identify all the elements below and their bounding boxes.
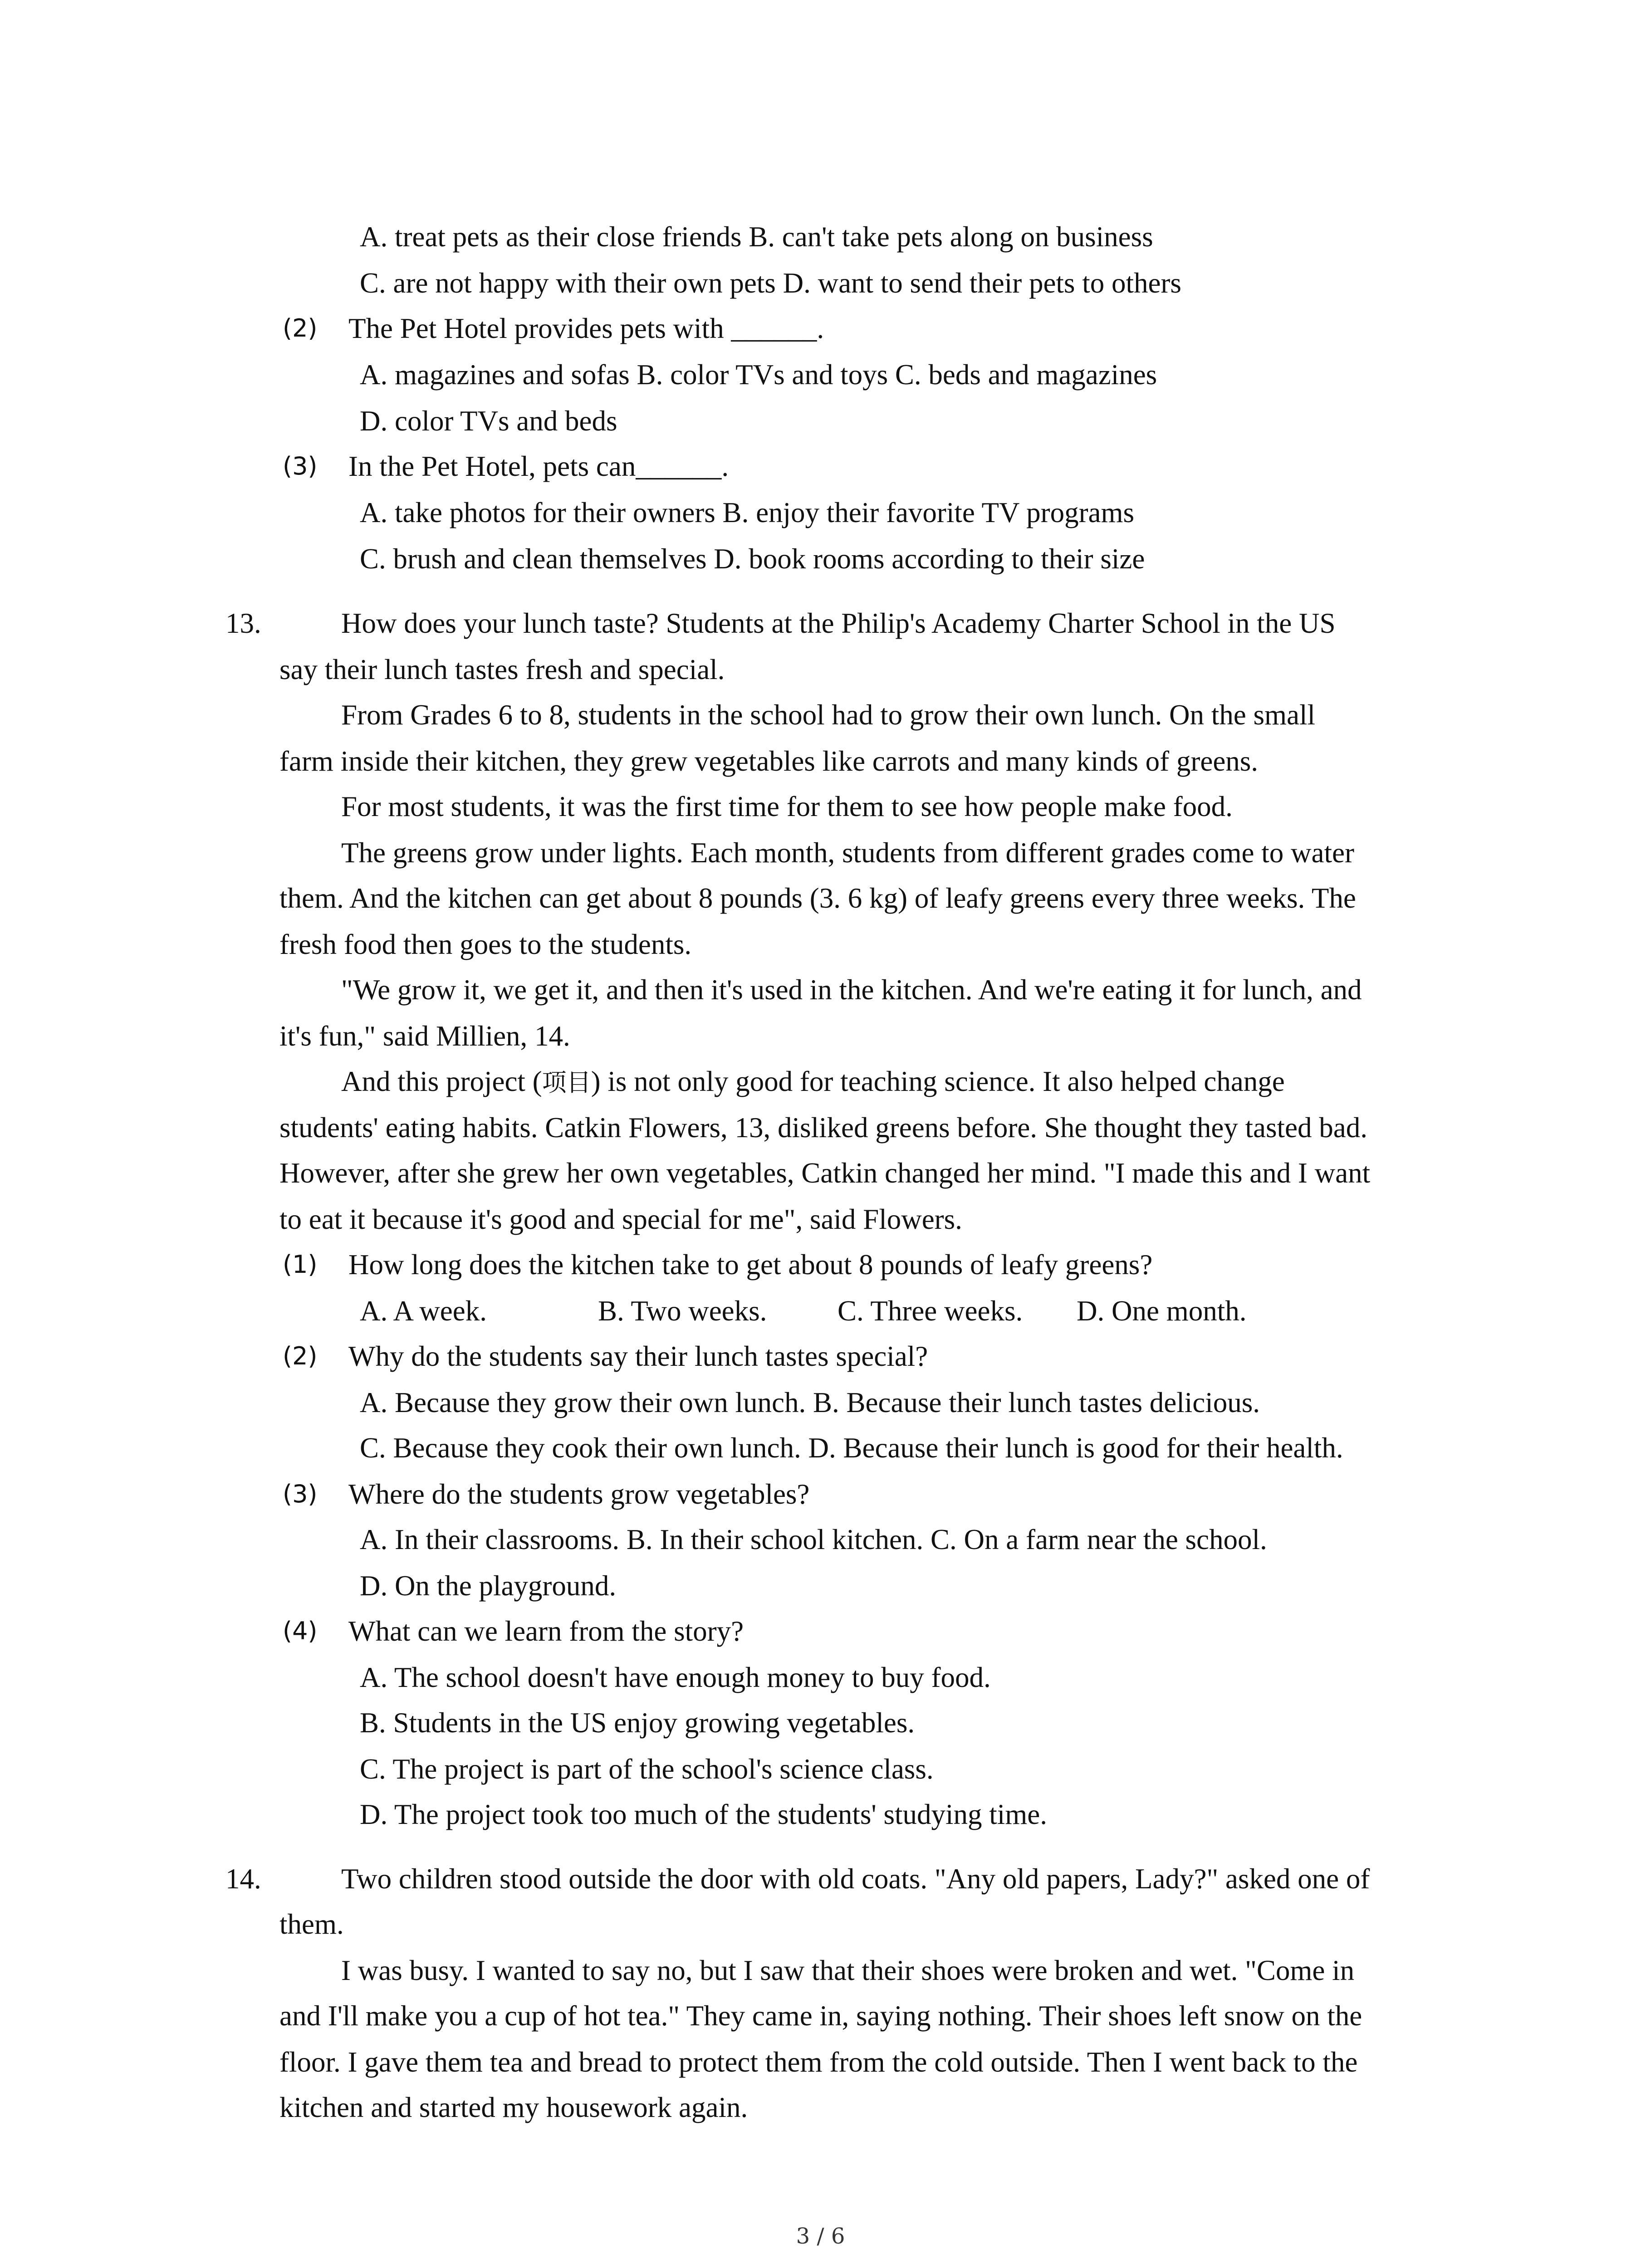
q12-1-options-line2: C. are not happy with their own pets D. want to send their pets to others (360, 267, 1181, 299)
q13-3-options-line1: A. In their classrooms. B. In their school kitchen. C. On a farm near the school. (360, 1524, 1267, 1555)
q13-3-question: Where do the students grow vegetables? (348, 1478, 810, 1510)
page-number: 3 / 6 (796, 2224, 845, 2249)
q13-text-part: ) is not only good for teaching science. It also helped change (591, 1066, 1285, 1097)
q13-passage-line: it's fun," said Millien, 14. (279, 1020, 570, 1052)
q13-passage-line: students' eating habits. Catkin Flowers, 13, disliked greens before. She thought they tasted bad. (279, 1112, 1367, 1144)
q13-passage-line (341, 1063, 1285, 1101)
q13-3-number: (3) (283, 1480, 318, 1508)
q12-2-options-line2: D. color TVs and beds (360, 405, 617, 437)
q13-2-options-line1: A. Because they grow their own lunch. B. Because their lunch tastes delicious. (360, 1387, 1260, 1418)
q13-4-option-d: D. The project took too much of the students' studying time. (360, 1799, 1047, 1830)
q12-1-options-line1: A. treat pets as their close friends B. can't take pets along on business (360, 221, 1153, 253)
q14-passage-line: Two children stood outside the door with old coats. "Any old papers, Lady?" asked one of (341, 1863, 1370, 1895)
q13-text-part: And this project ( (341, 1066, 542, 1097)
q13-4-option-c: C. The project is part of the school's science class. (360, 1753, 934, 1785)
q13-passage-line: them. And the kitchen can get about 8 pounds (3. 6 kg) of leafy greens every three weeks. The (279, 882, 1356, 914)
q13-4-question: What can we learn from the story? (348, 1615, 744, 1647)
q12-2-number: (2) (283, 314, 318, 342)
q14-passage-line: floor. I gave them tea and bread to protect them from the cold outside. Then I went back to the (279, 2046, 1358, 2078)
q13-passage-line: How does your lunch taste? Students at the Philip's Academy Charter School in the US (341, 607, 1336, 639)
q13-chinese-gloss: 项目 (542, 1068, 591, 1097)
q13-1-number: (1) (283, 1250, 318, 1279)
q13-passage-line: The greens grow under lights. Each month, students from different grades come to water (341, 837, 1354, 869)
q13-1-option-c: C. Three weeks. (838, 1295, 1023, 1327)
q13-passage-line: fresh food then goes to the students. (279, 929, 692, 960)
q13-passage-line: say their lunch tastes fresh and special. (279, 654, 725, 685)
q13-1-question: How long does the kitchen take to get about 8 pounds of leafy greens? (348, 1249, 1153, 1281)
q13-1-option-b: B. Two weeks. (598, 1295, 767, 1327)
q13-passage-line: From Grades 6 to 8, students in the school had to grow their own lunch. On the small (341, 699, 1315, 731)
q13-1-option-d: D. One month. (1077, 1295, 1247, 1327)
q12-3-question: In the Pet Hotel, pets can______. (348, 450, 729, 482)
q14-passage-line: them. (279, 1908, 344, 1940)
q13-2-question: Why do the students say their lunch tastes special? (348, 1340, 928, 1372)
q13-4-option-b: B. Students in the US enjoy growing vegetables. (360, 1707, 915, 1739)
q14-passage-line: and I'll make you a cup of hot tea." They came in, saying nothing. Their shoes left snow on the (279, 2000, 1362, 2032)
q13-4-number: (4) (283, 1617, 318, 1645)
q12-3-options-line1: A. take photos for their owners B. enjoy their favorite TV programs (360, 497, 1135, 528)
q13-passage-line: to eat it because it's good and special for me", said Flowers. (279, 1203, 962, 1235)
q12-2-question: The Pet Hotel provides pets with ______. (348, 313, 824, 344)
q13-passage-line: farm inside their kitchen, they grew vegetables like carrots and many kinds of greens. (279, 745, 1259, 777)
q13-2-options-line2: C. Because they cook their own lunch. D. Because their lunch is good for their health. (360, 1432, 1343, 1464)
q14-number: 14. (225, 1863, 261, 1895)
q13-3-options-line2: D. On the playground. (360, 1570, 617, 1602)
q12-2-options-line1: A. magazines and sofas B. color TVs and toys C. beds and magazines (360, 359, 1157, 391)
q13-2-number: (2) (283, 1342, 318, 1370)
q13-number: 13. (225, 607, 261, 639)
q13-passage-line: For most students, it was the first time for them to see how people make food. (341, 791, 1233, 822)
q14-passage-line: kitchen and started my housework again. (279, 2092, 748, 2123)
q13-1-option-a: A. A week. (360, 1295, 487, 1327)
q12-3-number: (3) (283, 452, 318, 480)
q13-passage-line: However, after she grew her own vegetables, Catkin changed her mind. "I made this and I want (279, 1157, 1371, 1189)
q13-4-option-a: A. The school doesn't have enough money to buy food. (360, 1662, 991, 1693)
q14-passage-line: I was busy. I wanted to say no, but I saw that their shoes were broken and wet. "Come in (341, 1955, 1355, 1986)
q12-3-options-line2: C. brush and clean themselves D. book rooms according to their size (360, 543, 1145, 575)
q13-passage-line: "We grow it, we get it, and then it's used in the kitchen. And we're eating it for lunch, and (341, 974, 1362, 1006)
